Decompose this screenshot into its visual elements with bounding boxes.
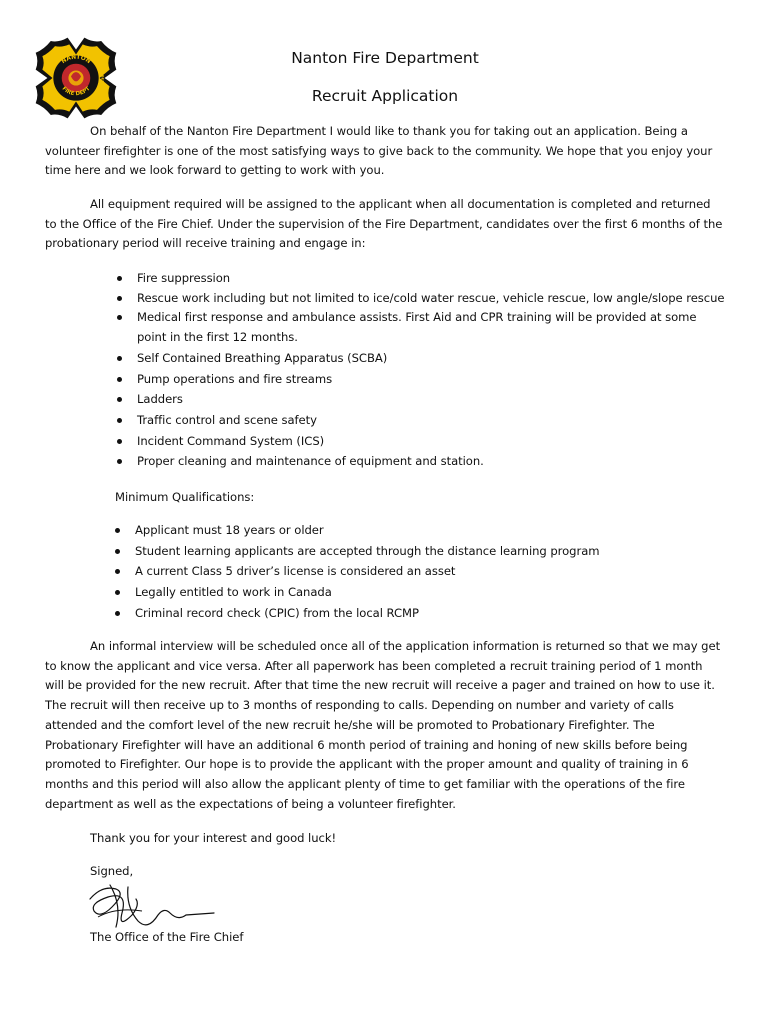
interview-paragraph: An informal interview will be scheduled once all of the application information is returned so that we may get to know the applicant and vice versa. After all paperwork has been completed a recruit training period of 1 month will be provided for the new recruit. After that time the new recruit will receive a pager and trained on how to use it. The recruit will then receive up to 3 months of responding to calls. Depending on number and variety of calls attended and the comfort level of the new recruit he/she will be promoted to Probationary Firefighter. The Probationary Firefighter will have an additional 6 month period of training and honing of new skills before being promoted to Firefighter. Our hope is to provide the applicant with the proper amount and quality of training in 6 months and this period will also allow the applicant plenty of time to get familiar with the operations of the fire department as well as the expectations of being a volunteer firefighter. (45, 639, 721, 811)
list-item: Rescue work including but not limited to ice/cold water rescue, vehicle rescue, low angle/slope rescue (115, 289, 725, 309)
list-item: Legally entitled to work in Canada (113, 583, 725, 603)
list-item: A current Class 5 driver’s license is considered an asset (113, 562, 725, 582)
list-item: Traffic control and scene safety (115, 411, 725, 431)
list-item: Pump operations and fire streams (115, 370, 725, 390)
list-item: Fire suppression (115, 269, 725, 289)
list-item: Incident Command System (ICS) (115, 432, 725, 452)
list-item: Self Contained Breathing Apparatus (SCBA) (115, 349, 725, 369)
list-item: Criminal record check (CPIC) from the local RCMP (113, 604, 725, 624)
list-item: Applicant must 18 years or older (113, 521, 725, 541)
closing-thanks: Thank you for your interest and good luck! (90, 831, 337, 845)
logo-top-text: NANTON (60, 54, 92, 66)
list-item: Medical first response and ambulance assists. First Aid and CPR training will be provided at some point in the first 12 months. (115, 308, 725, 347)
logo-side-text: ALBERTA (99, 69, 105, 88)
qualifications-heading: Minimum Qualifications: (115, 490, 255, 504)
list-item: Ladders (115, 390, 725, 410)
equipment-paragraph: All equipment required will be assigned to the applicant when all documentation is completed and returned to the Office of the Fire Chief. Under the supervision of the Fire Department, candidates over the first 6 months of the probationary period will receive training and engage in: (45, 197, 723, 251)
list-item: Student learning applicants are accepted through the distance learning program (113, 542, 725, 562)
page-title: Nanton Fire Department (291, 49, 479, 67)
logo-bottom-text: FIRE DEPT (60, 85, 92, 98)
training-list (115, 269, 725, 472)
list-item: Proper cleaning and maintenance of equipment and station. (115, 452, 725, 472)
intro-paragraph: On behalf of the Nanton Fire Department I would like to thank you for taking out an application. Being a volunteer firefighter is one of the most satisfying ways to give back to the community. We hope that you enjoy your time here and we look forward to getting to work with you. (45, 124, 713, 178)
signatory: The Office of the Fire Chief (90, 930, 244, 944)
closing-signed: Signed, (90, 864, 134, 878)
page-subtitle: Recruit Application (311, 87, 459, 105)
qualifications-list (113, 521, 725, 624)
